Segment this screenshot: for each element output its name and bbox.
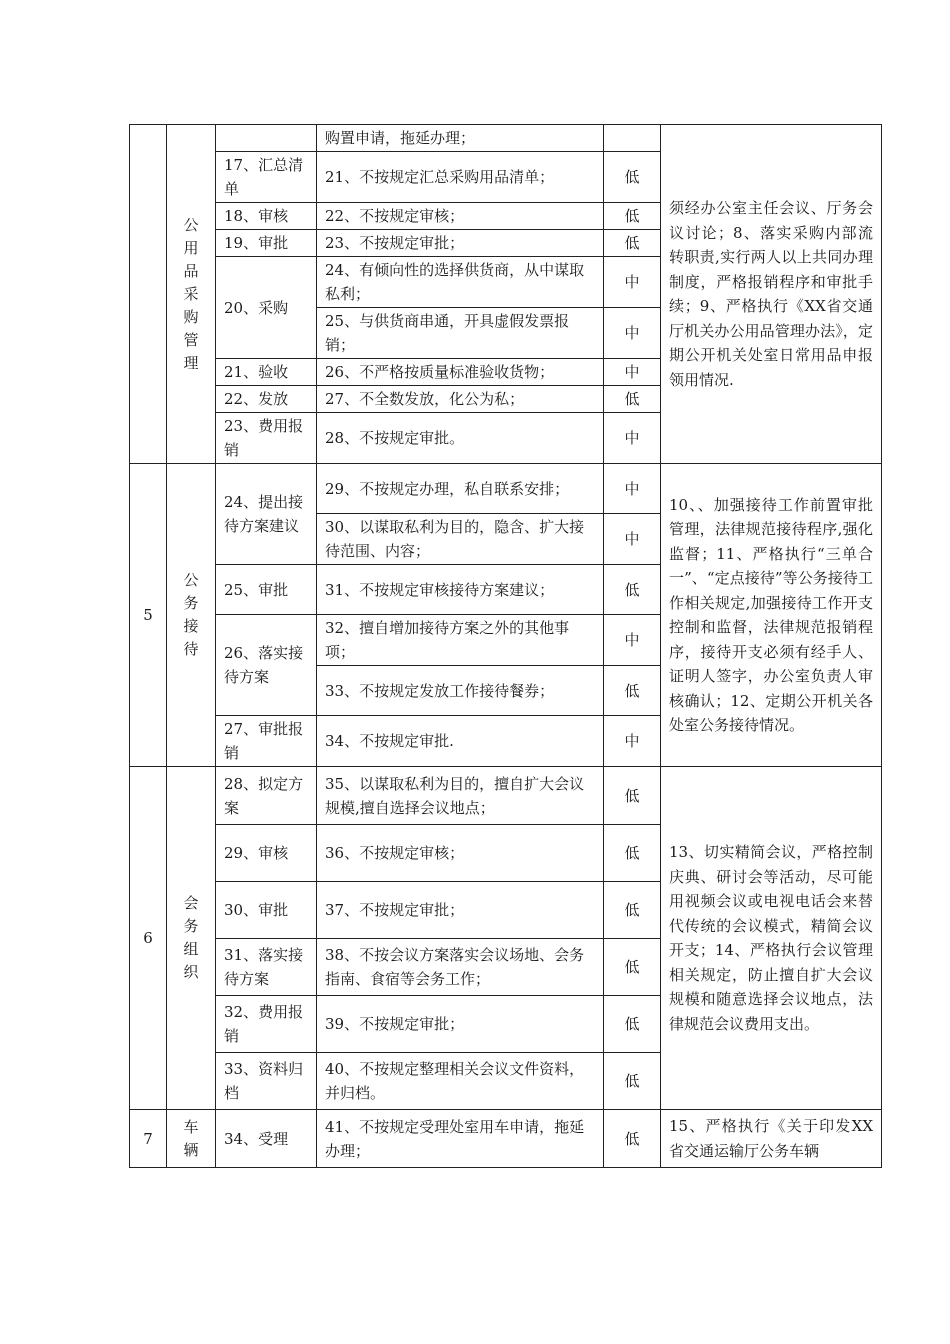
risk-point: 33、不按规定发放工作接待餐券；	[317, 666, 604, 716]
risk-point: 37、不按规定审批；	[317, 882, 604, 939]
control-measure: 须经办公室主任会议、厅务会议讨论；8、落实采购内部流转职责,实行两人以上共同办理制度，严格报销程序和审批手续；9、严格执行《XX省交通厅机关办公用品管理办法》，定期公开机关处室日常用品申报领用情况.	[661, 125, 882, 464]
process-step: 33、资料归档	[216, 1053, 317, 1110]
process-step: 26、落实接待方案	[216, 615, 317, 716]
process-step: 18、审核	[216, 203, 317, 230]
process-step: 23、费用报销	[216, 413, 317, 464]
risk-level: 低	[604, 386, 661, 413]
risk-level: 低	[604, 152, 661, 203]
risk-level: 中	[604, 413, 661, 464]
section-number: 6	[130, 767, 167, 1110]
risk-level: 中	[604, 716, 661, 767]
risk-point: 29、不按规定办理，私自联系安排；	[317, 464, 604, 514]
risk-point: 25、与供货商串通，开具虚假发票报销；	[317, 308, 604, 359]
risk-level: 中	[604, 464, 661, 514]
table-row	[130, 125, 882, 152]
risk-point: 27、不全数发放，化公为私；	[317, 386, 604, 413]
control-measure: 13、切实精简会议，严格控制庆典、研讨会等活动，尽可能用视频会议或电视电话会来替代传统的会议模式，精简会议开支；14、严格执行会议管理相关规定，防止擅自扩大会议规模和随意选择会议地点，法律规范会议费用支出。	[661, 767, 882, 1110]
section-number	[130, 125, 167, 464]
control-measure: 15、严格执行《关于印发XX省交通运输厅公务车辆	[661, 1110, 882, 1168]
process-step: 19、审批	[216, 230, 317, 257]
risk-level: 低	[604, 882, 661, 939]
process-step: 30、审批	[216, 882, 317, 939]
risk-point: 41、不按规定受理处室用车申请，拖延办理；	[317, 1110, 604, 1168]
process-step: 22、发放	[216, 386, 317, 413]
risk-point: 28、不按规定审批。	[317, 413, 604, 464]
category-label: 车辆	[183, 1117, 199, 1159]
process-step: 17、汇总清单	[216, 152, 317, 203]
risk-level: 低	[604, 767, 661, 825]
process-step: 29、审核	[216, 825, 317, 882]
risk-point: 40、不按规定整理相关会议文件资料，并归档。	[317, 1053, 604, 1110]
risk-level: 低	[604, 825, 661, 882]
process-step: 31、落实接待方案	[216, 939, 317, 996]
control-measure: 10、、加强接待工作前置审批管理，法律规范接待程序,强化监督；11、严格执行“三单合一”、“定点接待”等公务接待工作相关规定,加强接待工作开支控制和监督，法律规范报销程序，接待开支必须有经手人、证明人签字，办公室负责人审核确认；12、定期公开机关各处室公务接待情况。	[661, 464, 882, 767]
risk-level: 低	[604, 203, 661, 230]
process-step: 25、审批	[216, 565, 317, 615]
process-step: 28、拟定方案	[216, 767, 317, 825]
risk-point: 21、不按规定汇总采购用品清单；	[317, 152, 604, 203]
section-number: 7	[130, 1110, 167, 1168]
process-step	[216, 125, 317, 152]
process-step: 32、费用报销	[216, 996, 317, 1053]
risk-point: 24、有倾向性的选择供货商，从中谋取私利；	[317, 257, 604, 308]
risk-level: 低	[604, 565, 661, 615]
process-step: 20、采购	[216, 257, 317, 359]
risk-level: 低	[604, 996, 661, 1053]
risk-level: 低	[604, 666, 661, 716]
section-category	[167, 1110, 216, 1168]
risk-level: 低	[604, 939, 661, 996]
process-step: 27、审批报销	[216, 716, 317, 767]
process-step: 21、验收	[216, 359, 317, 386]
process-step: 34、受理	[216, 1110, 317, 1168]
risk-table-body	[130, 125, 882, 1168]
risk-point: 30、以谋取私利为目的，隐含、扩大接待范围、内容；	[317, 514, 604, 565]
section-category	[167, 464, 216, 767]
table-row	[130, 1110, 882, 1168]
category-label: 公用品采购管理	[183, 215, 199, 372]
category-label: 公务接待	[183, 571, 199, 658]
risk-point: 35、以谋取私利为目的，擅自扩大会议规模,擅自选择会议地点；	[317, 767, 604, 825]
risk-level: 中	[604, 615, 661, 666]
process-step: 24、提出接待方案建议	[216, 464, 317, 565]
risk-point: 32、擅自增加接待方案之外的其他事项；	[317, 615, 604, 666]
risk-point: 购置申请，拖延办理；	[317, 125, 604, 152]
section-category	[167, 125, 216, 464]
risk-level: 低	[604, 1110, 661, 1168]
risk-point: 22、不按规定审核；	[317, 203, 604, 230]
risk-level	[604, 125, 661, 152]
risk-level: 低	[604, 1053, 661, 1110]
risk-control-table	[129, 124, 882, 1168]
risk-point: 23、不按规定审批；	[317, 230, 604, 257]
risk-level: 低	[604, 230, 661, 257]
risk-point: 26、不严格按质量标准验收货物；	[317, 359, 604, 386]
category-label: 会务组织	[183, 894, 199, 981]
table-row	[130, 767, 882, 825]
section-number: 5	[130, 464, 167, 767]
risk-point: 39、不按规定审批；	[317, 996, 604, 1053]
risk-level: 中	[604, 308, 661, 359]
section-category	[167, 767, 216, 1110]
risk-point: 31、不按规定审核接待方案建议；	[317, 565, 604, 615]
risk-level: 中	[604, 359, 661, 386]
risk-point: 38、不按会议方案落实会议场地、会务指南、食宿等会务工作；	[317, 939, 604, 996]
risk-point: 34、不按规定审批.	[317, 716, 604, 767]
risk-level: 中	[604, 514, 661, 565]
risk-point: 36、不按规定审核；	[317, 825, 604, 882]
risk-level: 中	[604, 257, 661, 308]
table-row	[130, 464, 882, 514]
